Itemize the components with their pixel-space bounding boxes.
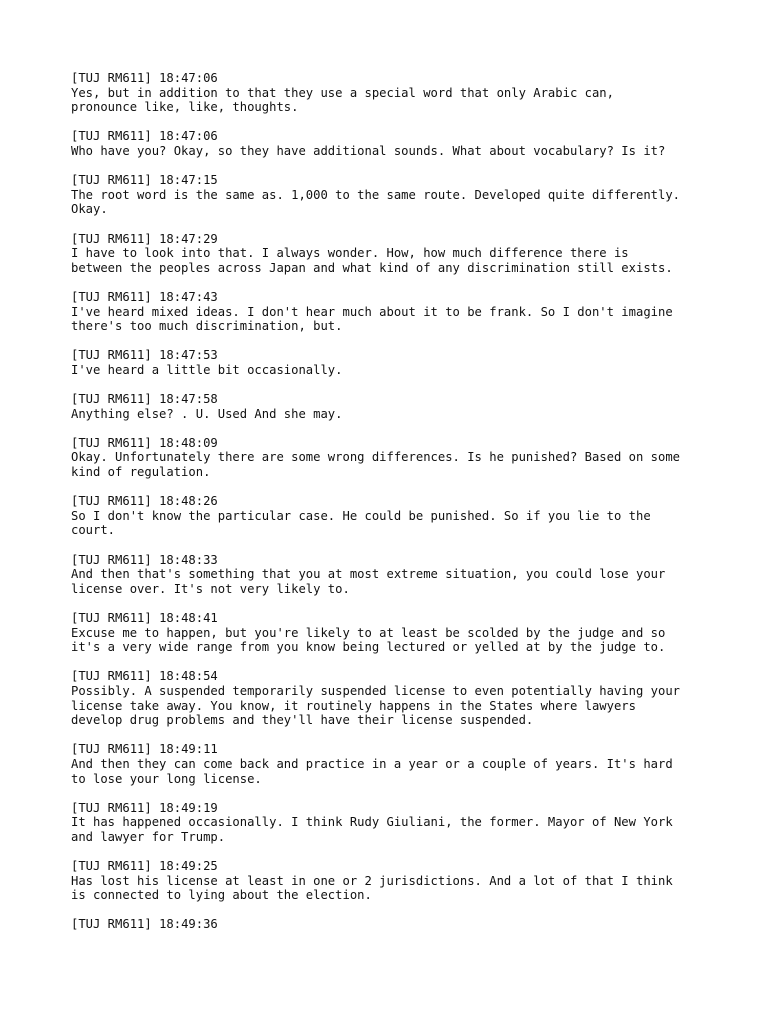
timestamp: 18:48:54	[159, 669, 218, 684]
entry-header	[71, 553, 731, 568]
transcript-entry	[71, 859, 731, 903]
timestamp: 18:49:19	[159, 800, 218, 815]
transcript-entry	[71, 173, 731, 217]
timestamp: 18:49:36	[159, 917, 218, 932]
speaker-label: [TUJ RM611]	[71, 289, 152, 304]
entry-text: I've heard a little bit occasionally.	[71, 362, 343, 377]
speaker-label: [TUJ RM611]	[71, 435, 152, 450]
timestamp: 18:47:29	[159, 231, 218, 246]
speaker-label: [TUJ RM611]	[71, 231, 152, 246]
entry-header	[71, 392, 731, 407]
transcript-entry	[71, 669, 731, 727]
timestamp: 18:47:06	[159, 71, 218, 85]
speaker-label: [TUJ RM611]	[71, 669, 152, 684]
entry-header	[71, 173, 731, 188]
transcript-entry	[71, 801, 731, 845]
entry-header	[71, 348, 731, 363]
transcript-entry	[71, 392, 731, 421]
timestamp: 18:47:15	[159, 173, 218, 188]
speaker-label: [TUJ RM611]	[71, 859, 152, 874]
timestamp: 18:48:33	[159, 552, 218, 567]
speaker-label: [TUJ RM611]	[71, 494, 152, 509]
speaker-label: [TUJ RM611]	[71, 392, 152, 407]
entry-header	[71, 742, 731, 757]
entry-text: And then they can come back and practice in a year or a couple of years. It's hard to lose your long license.	[71, 756, 673, 786]
entry-text: Who have you? Okay, so they have additional sounds. What about vocabulary? Is it?	[71, 143, 666, 158]
timestamp: 18:47:06	[159, 129, 218, 144]
entry-text: And then that's something that you at most extreme situation, you could lose your license over. It's not very likely to.	[71, 567, 666, 596]
entry-text: Okay. Unfortunately there are some wrong differences. Is he punished? Based on some kind of regulation.	[71, 450, 681, 480]
transcript-entry	[71, 290, 731, 334]
entry-text: So I don't know the particular case. He could be punished. So if you lie to the court.	[71, 508, 651, 538]
entry-header	[71, 494, 731, 509]
entry-header	[71, 917, 731, 932]
speaker-label: [TUJ RM611]	[71, 348, 152, 363]
timestamp: 18:49:25	[159, 859, 218, 874]
entry-header	[71, 129, 731, 144]
speaker-label: [TUJ RM611]	[71, 610, 152, 625]
transcript-entry	[71, 436, 731, 480]
speaker-label: [TUJ RM611]	[71, 742, 152, 757]
transcript-entry	[71, 129, 731, 158]
entry-text: Anything else? . U. Used And she may.	[71, 406, 343, 421]
speaker-label: [TUJ RM611]	[71, 173, 152, 188]
entry-header	[71, 436, 731, 451]
entry-header	[71, 290, 731, 305]
timestamp: 18:49:11	[159, 742, 218, 757]
entry-text: Excuse me to happen, but you're likely to at least be scolded by the judge and so it's a very wide range from you know being lectured or yelled at by the judge to.	[71, 625, 666, 655]
entry-header	[71, 859, 731, 874]
entry-text: I have to look into that. I always wonder. How, how much difference there is between the peoples across Japan and what kind of any discrimination still exists.	[71, 246, 673, 275]
entry-header	[71, 611, 731, 626]
speaker-label: [TUJ RM611]	[71, 71, 152, 85]
entry-text: Possibly. A suspended temporarily suspended license to even potentially having your license take away. You know, it routinely happens in the States where lawyers develop drug problems and they'll have their license suspended.	[71, 683, 681, 728]
entry-text: Yes, but in addition to that they use a special word that only Arabic can, pronounce like, like, thoughts.	[71, 85, 614, 115]
entry-header	[71, 232, 731, 247]
transcript-entry	[71, 71, 731, 115]
entry-text: Has lost his license at least in one or 2 jurisdictions. And a lot of that I think is connected to lying about the election.	[71, 873, 673, 903]
entry-text: I've heard mixed ideas. I don't hear much about it to be frank. So I don't imagine there's too much discrimination, but.	[71, 304, 673, 334]
transcript-entry	[71, 917, 731, 932]
transcript-entry	[71, 232, 731, 276]
entry-text: The root word is the same as. 1,000 to the same route. Developed quite differently. Okay.	[71, 187, 681, 217]
timestamp: 18:48:26	[159, 494, 218, 509]
speaker-label: [TUJ RM611]	[71, 129, 152, 144]
entry-header	[71, 669, 731, 684]
timestamp: 18:48:41	[159, 610, 218, 625]
transcript-page	[71, 71, 731, 947]
transcript-entry	[71, 553, 731, 597]
entry-header	[71, 71, 731, 86]
transcript-entry	[71, 742, 731, 786]
timestamp: 18:47:53	[159, 348, 218, 363]
speaker-label: [TUJ RM611]	[71, 800, 152, 815]
timestamp: 18:47:43	[159, 289, 218, 304]
speaker-label: [TUJ RM611]	[71, 552, 152, 567]
speaker-label: [TUJ RM611]	[71, 917, 152, 932]
transcript-entry	[71, 348, 731, 377]
timestamp: 18:47:58	[159, 392, 218, 407]
timestamp: 18:48:09	[159, 435, 218, 450]
transcript-entry	[71, 494, 731, 538]
entry-text: It has happened occasionally. I think Rudy Giuliani, the former. Mayor of New York and lawyer for Trump.	[71, 815, 673, 844]
transcript-entry	[71, 611, 731, 655]
entry-header	[71, 801, 731, 816]
